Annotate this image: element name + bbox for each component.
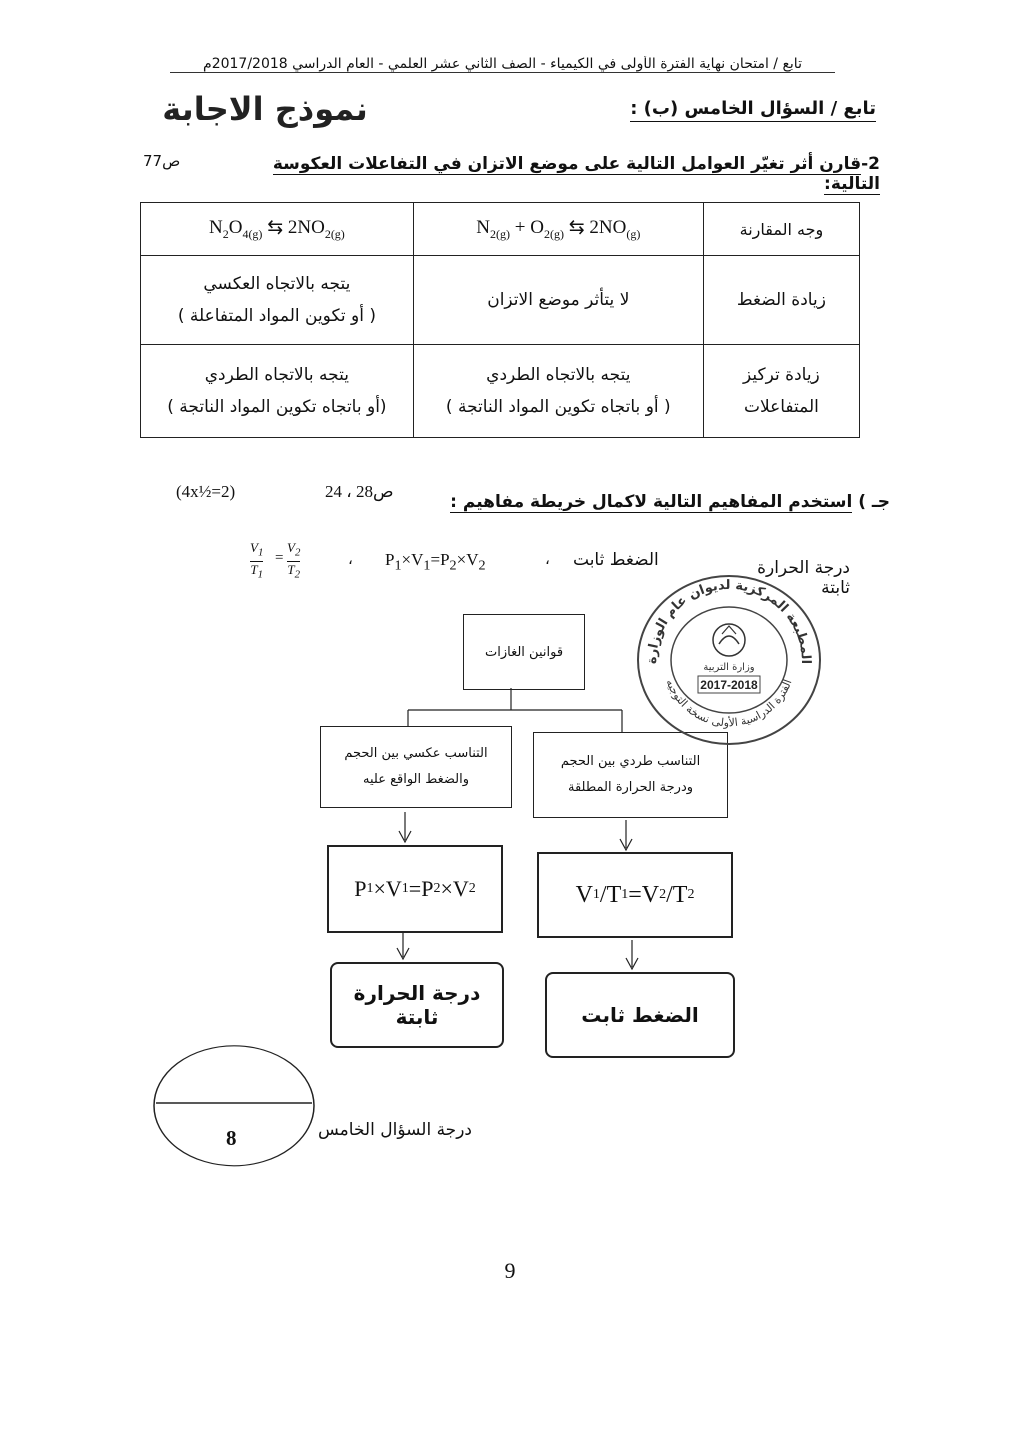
answer-model-title: نموذج الاجابة (162, 90, 368, 128)
seal-emblem-icon (713, 624, 745, 656)
row-concentration-reaction-2: يتجه بالاتجاه الطردي (أو باتجاه تكوين المواد الناتجة ) (141, 345, 414, 438)
seal-ministry-text: وزارة التربية (703, 662, 755, 673)
reaction-1-equation: $N_{2(g)} + O_{2(g)}$ ⇆ $2NO_{(g)}$ (476, 217, 641, 241)
arrow-right-relation-to-law (620, 820, 632, 850)
section-title: تابع / السؤال الخامس (ب) : (630, 98, 876, 122)
concept-constant-pressure: الضغط ثابت (573, 550, 659, 570)
row-pressure-reaction-2: يتجه بالاتجاه العكسي ( أو تكوين المواد المتفاعلة ) (141, 256, 414, 345)
root-concept-box: قوانين الغازات (463, 614, 585, 690)
score-value: 8 (226, 1126, 237, 1150)
constant-temperature-box: درجة الحرارة ثابتة (330, 962, 504, 1048)
seal-outer-text: المطبعة المركزية لديوان عام الوزارة (644, 578, 814, 665)
charles-fraction-left: $\frac{V_1}{T_1}$ (250, 540, 264, 581)
page-references: ص28 ، 24 (325, 482, 394, 501)
inverse-relation-box: التناسب عكسي بين الحجم والضغط الواقع عليه (320, 726, 512, 808)
row-pressure-reaction-1: لا يتأثر موضع الاتزان (413, 256, 703, 345)
row-pressure-aspect: زيادة الضغط (703, 256, 859, 345)
ministry-seal (636, 570, 822, 746)
arrow-right-law-to-condition (626, 940, 638, 969)
boyle-law-box: P 1 ×V 1 =P 2 ×V 2 (327, 845, 503, 933)
seal-bottom-text: الفترة الدراسية الأولى نسخة التوجيه (663, 677, 795, 730)
page-reference: ص77 (143, 152, 181, 170)
row-concentration-reaction-1: يتجه بالاتجاه الطردي ( أو باتجاه تكوين المواد الناتجة ) (413, 345, 703, 438)
equals-sign: = (275, 550, 284, 566)
boyle-equation: $P_1\times V_1=P_2\times V_2$ (385, 550, 486, 574)
question-number: 2- (861, 154, 880, 174)
exam-header-line: تابع / امتحان نهاية الفترة الأولى في الكيمياء - الصف الثاني عشر العلمي - العام الدراسي 2017/2018م (170, 56, 835, 73)
question-text: قارن أثر تغيّر العوامل التالية على موضع الاتزان في التفاعلات العكوسة التالية: (272, 154, 880, 194)
page-number: 9 (504, 1258, 516, 1283)
separator: ، (348, 550, 353, 568)
seal-year: 2017-2018 (700, 678, 758, 692)
header-aspect: وجه المقارنة (703, 203, 859, 256)
separator: ، (545, 550, 550, 568)
constant-pressure-box: الضغط ثابت (545, 972, 735, 1058)
score-label: درجة السؤال الخامس (318, 1120, 472, 1140)
row-concentration-aspect: زيادة تركيز المتفاعلات (703, 345, 859, 438)
score-circle (150, 1045, 320, 1170)
arrow-left-relation-to-law (399, 812, 411, 842)
marks-allocation: (4x½=2) (176, 482, 236, 501)
arrow-left-law-to-condition (397, 933, 409, 959)
question-c-text: استخدم المفاهيم التالية لاكمال خريطة مفاهيم : (450, 492, 853, 512)
question-c-label: جـ ) (858, 492, 890, 512)
charles-fraction-right: $\frac{V_2}{T_2}$ (287, 540, 301, 581)
charles-law-box: V 1 /T 1 =V 2 /T 2 (537, 852, 733, 938)
reaction-2-equation: $N_2O_{4(g)}$ ⇆ $2NO_{2(g)}$ (208, 217, 345, 241)
direct-relation-box: التناسب طردي بين الحجم ودرجة الحرارة المطلقة (533, 732, 728, 818)
seal-inner-ring (671, 607, 787, 713)
concept-constant-temperature: درجة الحرارة ثابتة (757, 558, 850, 598)
